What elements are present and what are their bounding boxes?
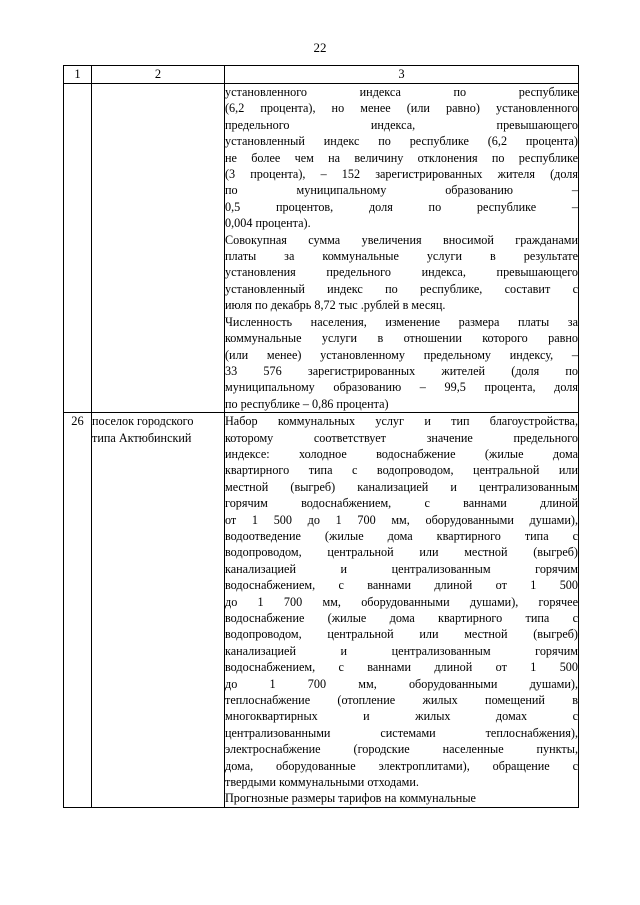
page-number: 22	[313, 40, 327, 55]
text-line: водоснабжение (жилые дома квартирного типа с	[225, 611, 578, 625]
text-line: до 1 700 мм, оборудованными душами), горячее	[225, 594, 578, 609]
text-line: местной (выгреб) канализацией и централизованным	[225, 479, 578, 494]
row-text-cell	[225, 413, 579, 808]
text-line: по муниципальному образованию –	[225, 183, 578, 198]
row-name-cell	[92, 413, 225, 808]
text-line: установления предельного индекса, превышающего	[225, 265, 578, 280]
text-line: 0,5 процентов, доля по республике –	[225, 199, 578, 214]
text-line: 0,004 процента).	[225, 216, 311, 231]
text-line: которому соответствует значение предельного	[225, 430, 578, 445]
text-line: Набор коммунальных услуг и тип благоустройства,	[225, 414, 578, 429]
settlement-name-line: типа Актюбинский	[92, 430, 192, 445]
table-row-continued	[64, 84, 579, 413]
text-line: водопроводом, центральной или местной (выгреб)	[225, 545, 578, 560]
row-number-cell: 26	[64, 413, 92, 808]
table-header-row	[64, 66, 579, 84]
text-line: Численность населения, изменение размера платы за	[225, 314, 578, 329]
text-line: июля по декабрь 8,72 тыс .рублей в месяц.	[225, 298, 446, 313]
text-line: 33 576 зарегистрированных жителей (доля по	[225, 363, 578, 378]
text-line: (3 процента), – 152 зарегистрированных жителя (доля	[225, 167, 578, 182]
text-line: электроснабжение (городские населенные пункты,	[225, 742, 578, 757]
text-line: дома, оборудованные электроплитами), обращение с	[225, 758, 578, 773]
text-line: Прогнозные размеры тарифов на коммунальные	[225, 791, 476, 806]
text-line: установленного индекса по республике	[225, 85, 578, 99]
text-line: Совокупная сумма увеличения вносимой гражданами	[225, 232, 578, 247]
row-text-cell	[225, 84, 579, 413]
row-name-cell	[92, 84, 225, 413]
text-line: водопроводом, центральной или местной (выгреб)	[225, 627, 578, 642]
text-line: водоотведение (жилые дома квартирного типа с	[225, 528, 578, 543]
text-line: муниципальному образованию – 99,5 процента, доля	[225, 380, 578, 395]
text-line: канализацией и централизованным горячим	[225, 643, 578, 658]
text-line: твердыми коммунальными отходами.	[225, 775, 419, 790]
header-col-2: 2	[92, 66, 225, 84]
text-line: централизованными системами теплоснабжения),	[225, 725, 578, 740]
text-line: (или менее) установленному предельному индексу, –	[225, 347, 578, 362]
text-line: коммунальные услуги в отношении которого равно	[225, 331, 578, 346]
header-col-3: 3	[225, 66, 579, 84]
text-line: установленный индекс по республике, составит с	[225, 281, 578, 296]
text-line: (6,2 процента), но менее (или равно) установленного	[225, 101, 578, 116]
settlement-name-line: поселок городского	[92, 414, 194, 429]
header-col-1: 1	[64, 66, 92, 84]
text-line: от 1 500 до 1 700 мм, оборудованными душами),	[225, 512, 578, 527]
text-line: по республике – 0,86 процента)	[225, 396, 389, 411]
row-number-cell	[64, 84, 92, 413]
text-line: квартирного типа с водопроводом, центральной или	[225, 463, 578, 478]
text-line: многоквартирных и жилых домах с	[225, 709, 578, 724]
text-line: предельного индекса, превышающего	[225, 117, 578, 132]
text-line: до 1 700 мм, оборудованными душами),	[225, 676, 578, 691]
text-line: установленный индекс по республике (6,2 процента)	[225, 134, 578, 149]
table-row-26	[64, 413, 579, 808]
text-line: не более чем на величину отклонения по республике	[225, 150, 578, 165]
text-line: платы за коммунальные услуги в результате	[225, 249, 578, 264]
text-line: водоснабжением, с ваннами длиной от 1 500	[225, 578, 578, 593]
text-line: теплоснабжение (отопление жилых помещений в	[225, 693, 578, 708]
text-line: водоснабжением, с ваннами длиной от 1 500	[225, 660, 578, 675]
document-table	[63, 65, 579, 808]
text-line: горячим водоснабжением, с ваннами длиной	[225, 496, 578, 511]
text-line: индексе: холодное водоснабжение (жилые дома	[225, 446, 578, 461]
text-line: канализацией и централизованным горячим	[225, 561, 578, 576]
